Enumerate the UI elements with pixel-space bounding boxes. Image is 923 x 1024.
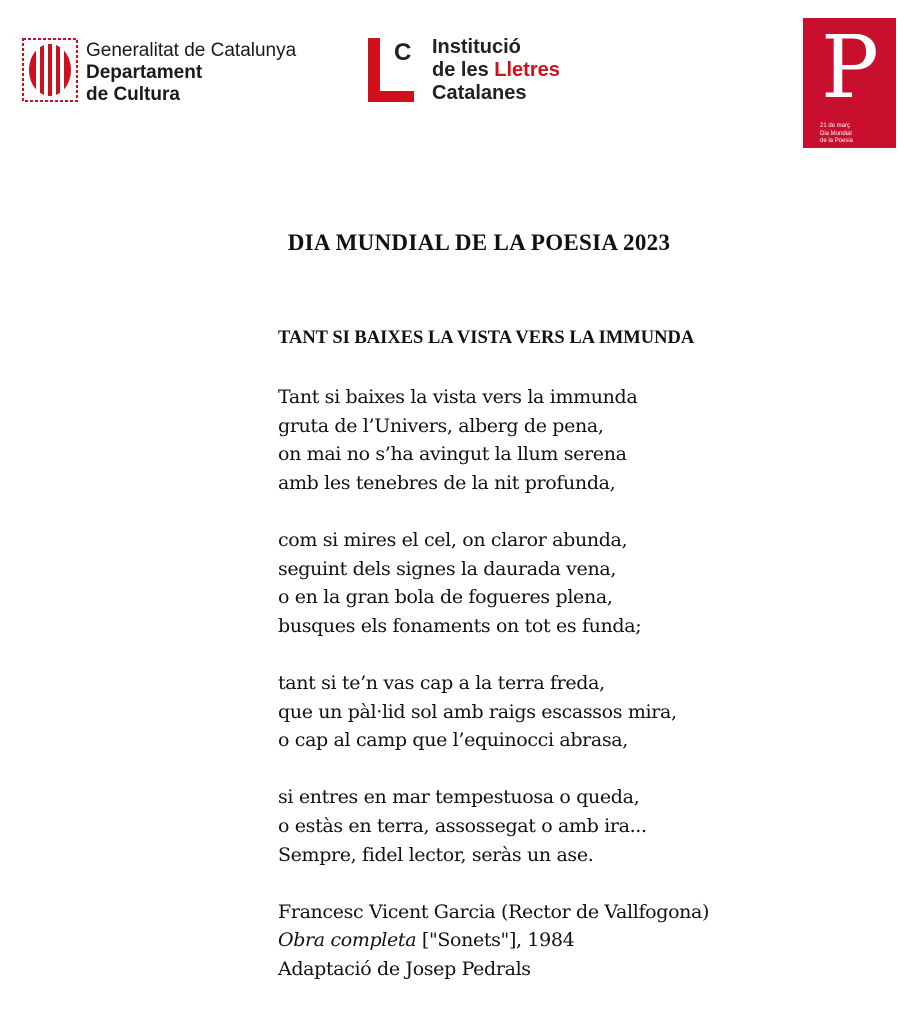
poem-author: Francesc Vicent Garcia (Rector de Vallfogona) bbox=[278, 900, 710, 923]
work-title: Obra completa bbox=[278, 929, 417, 952]
generalitat-name: Generalitat de Catalunya bbox=[86, 40, 297, 61]
poem-source bbox=[278, 926, 709, 955]
poem-line: o en la gran bola de fogueres plena, bbox=[278, 586, 613, 609]
poem-line: seguint dels signes la daurada vena, bbox=[278, 557, 617, 580]
ilc-line2a: de les bbox=[432, 59, 495, 81]
poem-line: o estàs en terra, assossegat o amb ira... bbox=[278, 814, 647, 837]
svg-text:C: C bbox=[394, 39, 412, 66]
ilc-line2b: Lletres bbox=[494, 59, 560, 81]
poetry-day-letter: P bbox=[821, 18, 879, 118]
document-title: DIA MUNDIAL DE LA POESIA 2023 bbox=[287, 230, 671, 255]
department-name-2: de Cultura bbox=[86, 84, 180, 105]
poem-line: tant si te’n vas cap a la terra freda, bbox=[278, 671, 605, 694]
poem-line: gruta de l’Univers, alberg de pena, bbox=[278, 414, 604, 437]
poem-line: que un pàl·lid sol amb raigs escassos mira, bbox=[278, 700, 677, 723]
catalan-coat-of-arms-icon bbox=[22, 38, 78, 102]
poetry-day-name-2: de la Poesia bbox=[820, 138, 854, 144]
poem-line: busques els fonaments on tot es funda; bbox=[278, 614, 642, 637]
poem-line: com si mires el cel, on claror abunda, bbox=[278, 528, 628, 551]
ilc-mark-icon bbox=[368, 38, 418, 102]
ilc-line1: Institució bbox=[432, 36, 521, 58]
poem-adaptation: Adaptació de Josep Pedrals bbox=[278, 957, 531, 980]
poem-line: on mai no s’ha avingut la llum serena bbox=[278, 443, 627, 466]
poem-body bbox=[278, 383, 709, 983]
poem-line: Tant si baixes la vista vers la immunda bbox=[278, 386, 638, 408]
poem-line: Sempre, fidel lector, seràs un ase. bbox=[278, 843, 594, 866]
department-name: Departament bbox=[86, 62, 203, 83]
poetry-day-logo bbox=[803, 18, 896, 148]
poem-line: o cap al camp que l’equinocci abrasa, bbox=[278, 729, 628, 752]
work-details: ["Sonets"], 1984 bbox=[416, 929, 575, 952]
poem-line: si entres en mar tempestuosa o queda, bbox=[278, 786, 640, 809]
poem-line: amb les tenebres de la nit profunda, bbox=[278, 471, 616, 494]
ilc-line3: Catalanes bbox=[432, 82, 527, 104]
poetry-day-date: 21 de març bbox=[820, 123, 851, 129]
poetry-day-name: Dia Mundial bbox=[820, 130, 852, 137]
poem-title: TANT SI BAIXES LA VISTA VERS LA IMMUNDA bbox=[278, 328, 695, 348]
